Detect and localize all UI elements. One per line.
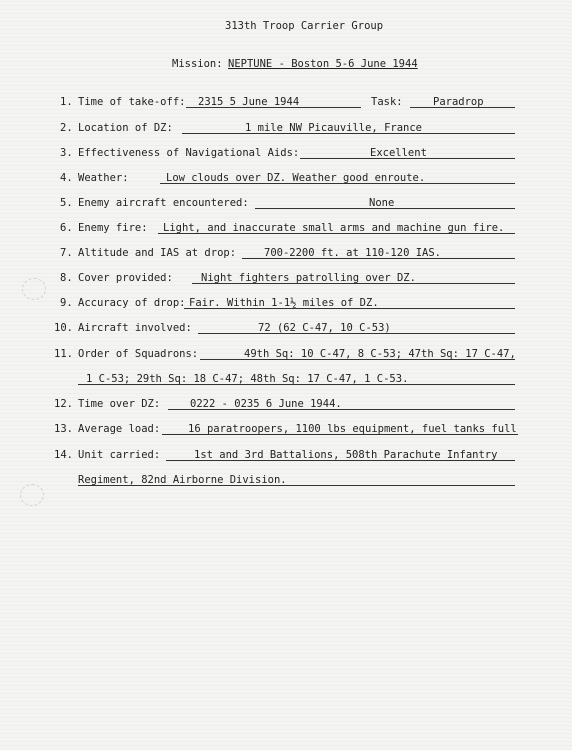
mission-label: Mission:: [172, 58, 223, 70]
item-label: Time over DZ:: [78, 398, 161, 410]
fill-line: [182, 133, 515, 134]
punch-hole-mark: [20, 484, 44, 506]
punch-hole-mark: [22, 278, 46, 300]
item-label: Time of take-off:: [78, 96, 186, 108]
item-number: 6.: [60, 222, 73, 234]
item-label: Order of Squadrons:: [78, 348, 199, 360]
fill-line: [255, 208, 515, 209]
item-value: Fair. Within 1-1½ miles of DZ.: [189, 297, 379, 309]
fill-line: [160, 183, 515, 184]
item-label: Average load:: [78, 423, 161, 435]
item-value: Excellent: [370, 147, 427, 159]
item-number: 5.: [60, 197, 73, 209]
item-value: 16 paratroopers, 1100 lbs equipment, fuel tanks full: [188, 423, 517, 435]
item-value: 2315 5 June 1944: [198, 96, 300, 108]
fill-line: [300, 158, 515, 159]
fill-line: [78, 485, 515, 486]
item-label: Altitude and IAS at drop:: [78, 247, 237, 259]
fill-line: [184, 308, 515, 309]
group-title: 313th Troop Carrier Group: [225, 20, 384, 32]
item-label: Location of DZ:: [78, 122, 173, 134]
item-value: Light, and inaccurate small arms and machine gun fire.: [163, 222, 505, 234]
fill-line: [186, 107, 361, 108]
item-number: 2.: [60, 122, 73, 134]
item-label: Unit carried:: [78, 449, 161, 461]
item-value-continued: 1 C-53; 29th Sq: 18 C-47; 48th Sq: 17 C-47, 1 C-53.: [86, 373, 409, 385]
item-value-continued: Regiment, 82nd Airborne Division.: [78, 474, 287, 486]
item-number: 8.: [60, 272, 73, 284]
item-number: 14.: [54, 449, 73, 461]
item-number: 1.: [60, 96, 73, 108]
fill-line: [78, 384, 515, 385]
item-value: 1 mile NW Picauville, France: [245, 122, 423, 134]
fill-line: [158, 233, 515, 234]
item-value: Low clouds over DZ. Weather good enroute.: [166, 172, 426, 184]
fill-line: [198, 333, 515, 334]
item-value: 0222 - 0235 6 June 1944.: [190, 398, 342, 410]
item-number: 13.: [54, 423, 73, 435]
item-value: Night fighters patrolling over DZ.: [201, 272, 416, 284]
item-number: 7.: [60, 247, 73, 259]
task-value: Paradrop: [433, 96, 484, 108]
item-label: Weather:: [78, 172, 129, 184]
mission-value: NEPTUNE - Boston 5-6 June 1944: [228, 58, 418, 70]
fill-line: [162, 434, 518, 435]
item-value: None: [369, 197, 395, 209]
item-label: Effectiveness of Navigational Aids:: [78, 147, 300, 159]
item-value: 700-2200 ft. at 110-120 IAS.: [264, 247, 442, 259]
item-value: 1st and 3rd Battalions, 508th Parachute Infantry: [194, 449, 498, 461]
item-label: Enemy fire:: [78, 222, 148, 234]
item-label: Cover provided:: [78, 272, 173, 284]
item-label: Aircraft involved:: [78, 322, 192, 334]
item-label: Enemy aircraft encountered:: [78, 197, 249, 209]
item-number: 4.: [60, 172, 73, 184]
item-number: 9.: [60, 297, 73, 309]
task-label: Task:: [371, 96, 403, 108]
fill-line: [192, 283, 515, 284]
item-number: 10.: [54, 322, 73, 334]
fill-line: [242, 258, 515, 259]
item-number: 3.: [60, 147, 73, 159]
item-number: 12.: [54, 398, 73, 410]
fill-line: [168, 409, 515, 410]
item-label: Accuracy of drop:: [78, 297, 186, 309]
fill-line: [200, 359, 515, 360]
fill-line: [410, 107, 515, 108]
item-value: 72 (62 C-47, 10 C-53): [258, 322, 391, 334]
fill-line: [166, 460, 515, 461]
item-number: 11.: [54, 348, 73, 360]
item-value: 49th Sq: 10 C-47, 8 C-53; 47th Sq: 17 C-47,: [244, 348, 516, 360]
